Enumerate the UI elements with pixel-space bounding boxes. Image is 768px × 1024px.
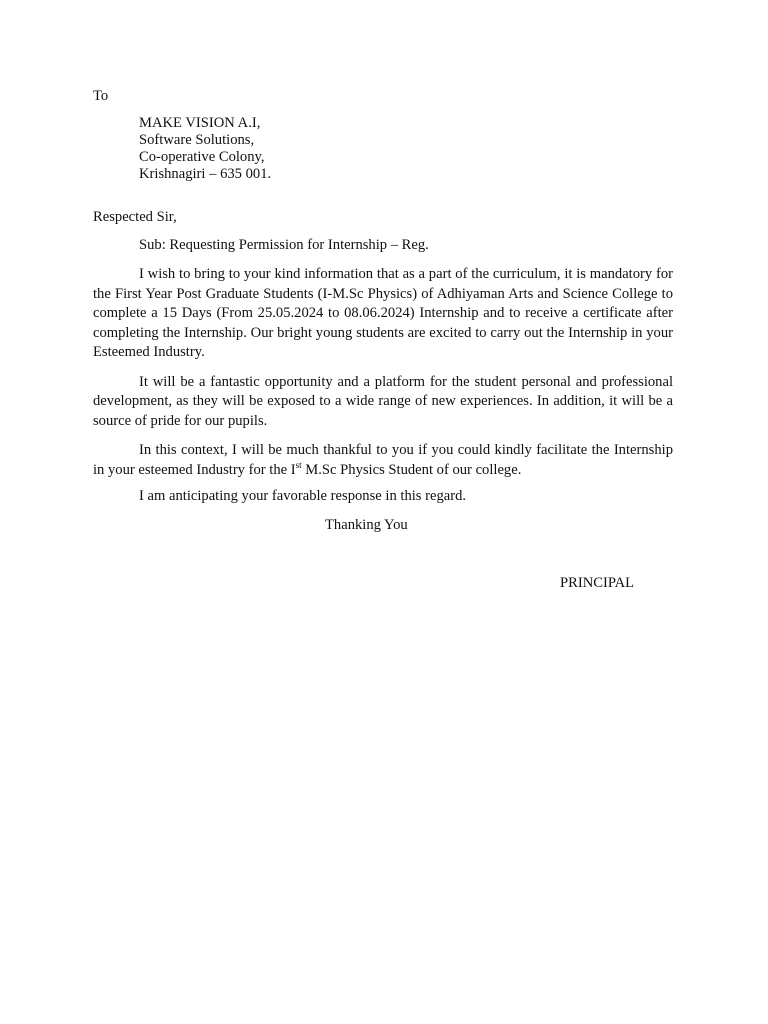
- body-paragraph-3: [93, 441, 673, 480]
- body-paragraph-1: I wish to bring to your kind information that as a part of the curriculum, it is mandatory for the First Year Post Graduate Students (I-M.Sc Physics) of Adhiyaman Arts and Science College to complete a 15 Days (From 25.05.2024 to 08.06.2024) Internship and to receive a certificate after completing the Internship. Our bright young students are excited to carry out the Internship in your Esteemed Industry.: [93, 266, 673, 360]
- subject-line: Sub: Requesting Permission for Internship – Reg.: [139, 237, 429, 253]
- recipient-address: [139, 115, 271, 183]
- paragraph-3-text-start: In this context, I will be much thankful to you if you could kindly facilitate the Internship in your esteemed Industry for the I: [93, 442, 673, 478]
- body-paragraph-4: I am anticipating your favorable response in this regard.: [139, 488, 467, 504]
- recipient-line-2: Software Solutions,: [139, 132, 255, 148]
- letter-body: [93, 265, 673, 490]
- closing-line: Thanking You: [325, 517, 408, 533]
- ordinal-superscript: st: [295, 459, 302, 470]
- body-paragraph-2: It will be a fantastic opportunity and a platform for the student personal and professional development, as they will be exposed to a wide range of new experiences. In addition, it will be a source of pride for our pupils.: [93, 373, 673, 429]
- recipient-name: MAKE VISION A.I,: [139, 115, 261, 131]
- recipient-line-3: Co-operative Colony,: [139, 149, 265, 165]
- paragraph-3-text-end: M.Sc Physics Student of our college.: [301, 461, 522, 478]
- salutation: Respected Sir,: [93, 209, 177, 225]
- to-label: To: [93, 88, 109, 104]
- recipient-line-4: Krishnagiri – 635 001.: [139, 166, 272, 182]
- signatory-title: PRINCIPAL: [560, 575, 635, 591]
